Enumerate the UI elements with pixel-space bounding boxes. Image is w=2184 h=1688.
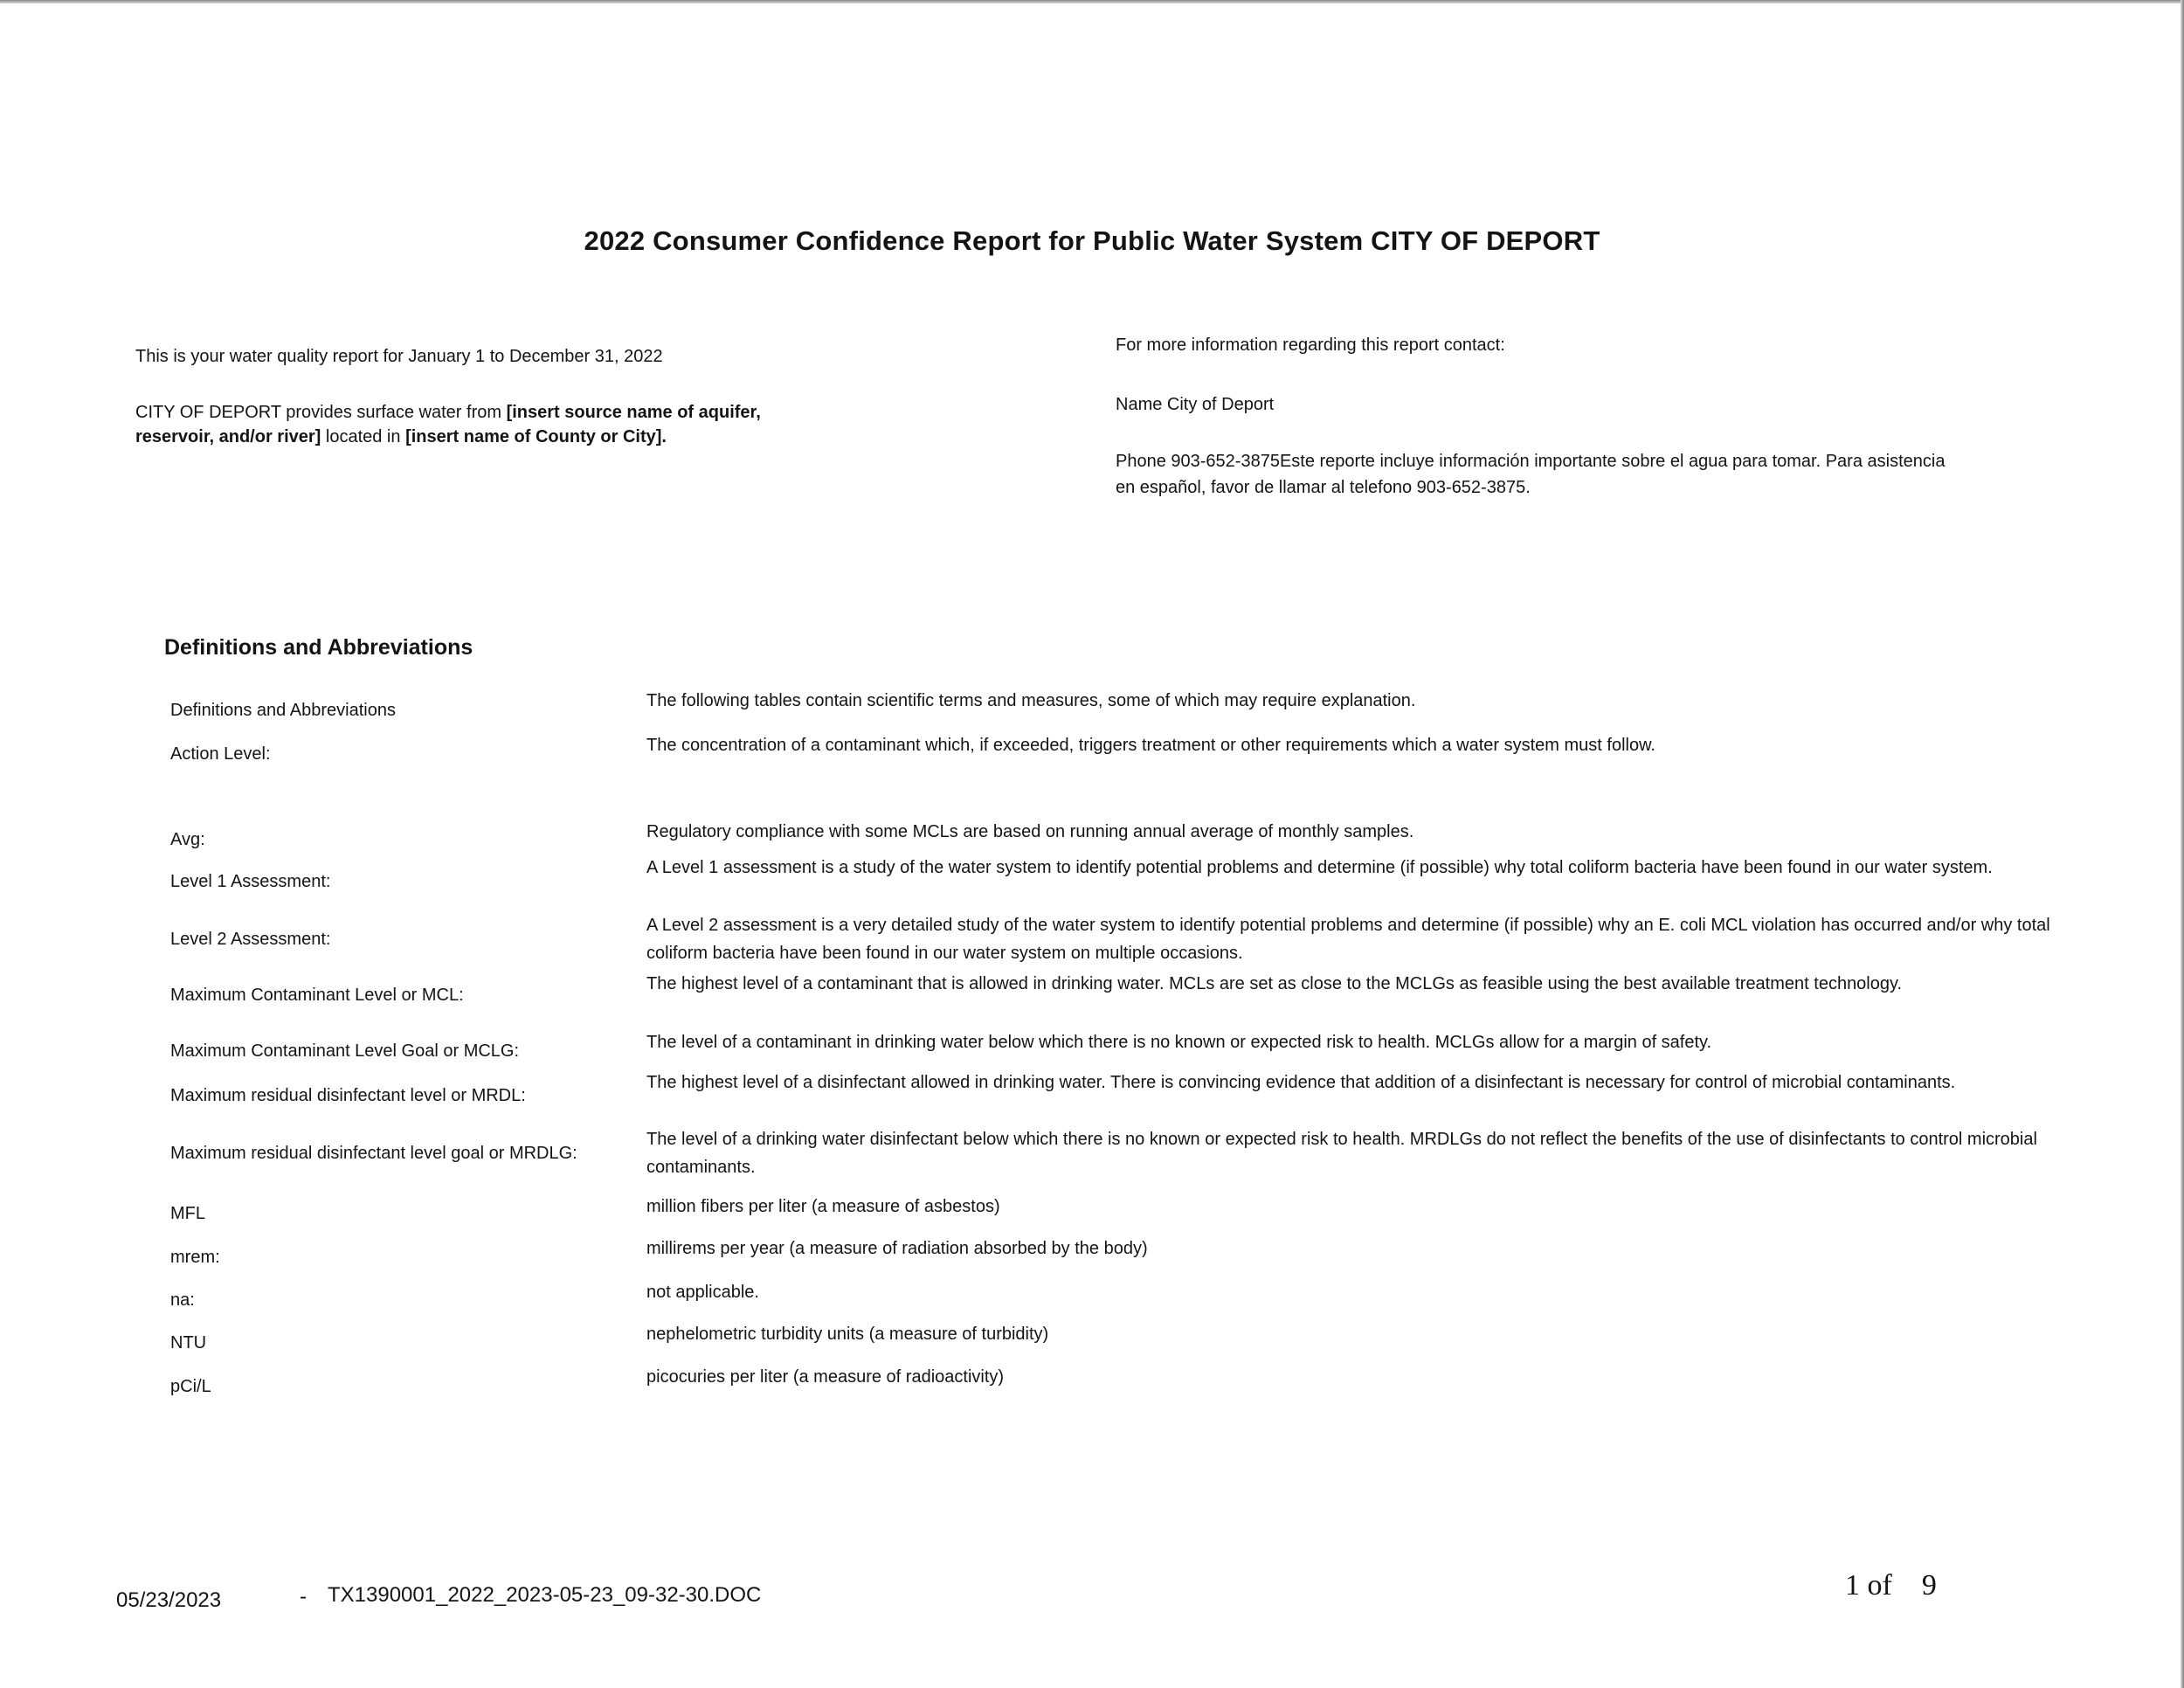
aquifer-placeholder: [insert source name of aquifer, [506,403,761,422]
term-mrdl: Maximum residual disinfectant level or MRDL: [170,1086,526,1105]
term-mrem: mrem: [170,1248,220,1267]
river-placeholder: reservoir, and/or river] [135,427,321,446]
water-source-text: CITY OF DEPORT provides surface water from [135,403,507,422]
definition-na: not applicable. [646,1283,759,1302]
report-title: 2022 Consumer Confidence Report for Public Water System CITY OF DEPORT [584,225,1600,256]
definition-level-2-assessment: A Level 2 assessment is a very detailed study of the water system to identify potential problems and determine (if possible) why an E. coli MCL violation has occurred and/or why total coliform bacteria have been found in our water system on multiple occasions. [646,916,2050,963]
definition-mrem: millirems per year (a measure of radiation absorbed by the body) [646,1239,1148,1258]
definition-mfl: million fibers per liter (a measure of asbestos) [646,1197,1000,1216]
definition-definitions: The following tables contain scientific terms and measures, some of which may require explanation. [646,691,1416,710]
definition-mclg: The level of a contaminant in drinking water below which there is no known or expected risk to health. MCLGs allow for a margin of safety. [646,1033,1712,1052]
term-level-1-assessment: Level 1 Assessment: [170,872,331,891]
definition-action-level: The concentration of a contaminant which, if exceeded, triggers treatment or other requirements which a water system must follow. [646,736,1655,755]
definition-avg: Regulatory compliance with some MCLs are based on running annual average of monthly samples. [646,822,1414,841]
footer-date: 05/23/2023 [116,1588,222,1612]
definition-ntu: nephelometric turbidity units (a measure of turbidity) [646,1325,1049,1344]
located-in-text: located in [321,427,406,446]
term-level-2-assessment: Level 2 Assessment: [170,930,331,949]
contact-phone-line-2: en español, favor de llamar al telefono 903-652-3875. [1116,478,1531,497]
footer-separator: - [300,1585,307,1608]
term-avg: Avg: [170,830,205,849]
term-mfl: MFL [170,1204,205,1223]
definition-pci-l: picocuries per liter (a measure of radioactivity) [646,1367,1005,1387]
term-definitions: Definitions and Abbreviations [170,701,396,720]
term-action-level: Action Level: [170,744,271,764]
definition-mrdlg: The level of a drinking water disinfectant below which there is no known or expected risk to health. MRDLGs do not reflect the benefits of the use of disinfectants to control microbial contaminants. [646,1130,2037,1177]
water-source-line-1 [135,399,761,425]
term-ntu: NTU [170,1333,207,1352]
contact-heading: For more information regarding this report contact: [1116,336,1505,355]
term-pci-l: pCi/L [170,1377,211,1396]
term-na: na: [170,1290,195,1310]
term-mclg: Maximum Contaminant Level Goal or MCLG: [170,1041,520,1061]
definitions-heading: Definitions and Abbreviations [164,635,473,660]
contact-name: Name City of Deport [1116,395,1275,414]
scan-edge-top [0,0,2184,3]
definition-level-1-assessment: A Level 1 assessment is a study of the water system to identify potential problems and determine (if possible) why total coliform bacteria have been found in our water system. [646,858,1993,877]
contact-phone-line-1: Phone 903-652-3875Este reporte incluye información importante sobre el agua para tomar. Para asistencia [1116,452,1946,471]
water-source-line-2 [135,424,667,450]
term-mcl: Maximum Contaminant Level or MCL: [170,986,464,1005]
footer-filename: TX1390001_2022_2023-05-23_09-32-30.DOC [328,1583,762,1607]
page-number: 1 of 9 [1845,1569,1937,1602]
report-period: This is your water quality report for January 1 to December 31, 2022 [135,347,663,366]
term-mrdlg: Maximum residual disinfectant level goal or MRDLG: [170,1144,577,1163]
county-placeholder: [insert name of County or City]. [405,427,667,446]
definition-mrdl: The highest level of a disinfectant allowed in drinking water. There is convincing evidence that addition of a disinfectant is necessary for control of microbial contaminants. [646,1073,1956,1092]
definition-mcl: The highest level of a contaminant that is allowed in drinking water. MCLs are set as close to the MCLGs as feasible using the best available treatment technology. [646,974,1903,993]
